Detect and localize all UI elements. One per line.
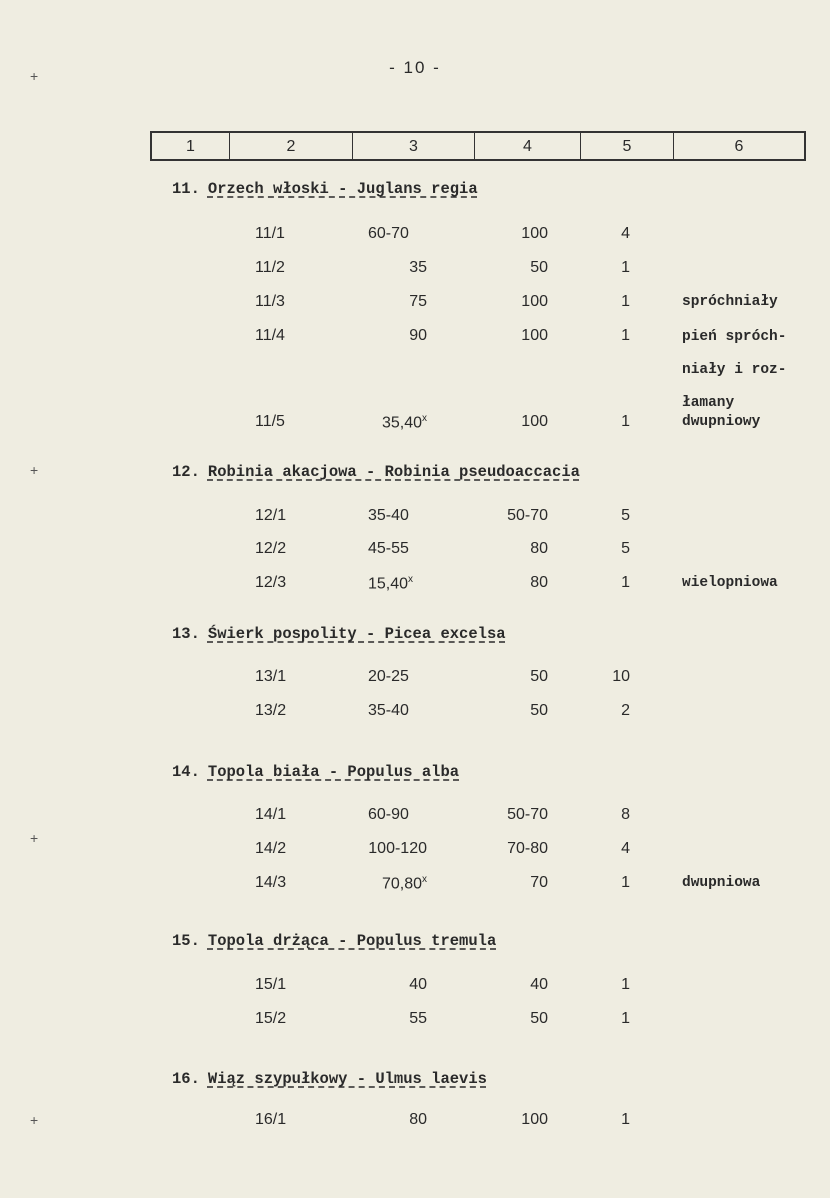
height: 100: [521, 1111, 548, 1128]
tree-id: 11/1: [255, 225, 285, 242]
tree-id: 12/1: [255, 507, 287, 524]
table-row: [0, 507, 830, 529]
section-number: 14.: [172, 763, 200, 781]
section-heading: [172, 463, 580, 481]
count: 1: [621, 1111, 630, 1128]
circumference-value: 40: [409, 976, 427, 993]
section-number: 12.: [172, 463, 200, 481]
count: 1: [621, 259, 630, 276]
section-title: Topola biała - Populus alba: [207, 763, 460, 781]
circumference: [368, 702, 409, 720]
count: 5: [621, 507, 630, 524]
tree-id: 15/2: [255, 1010, 287, 1027]
table-row: [0, 1111, 830, 1133]
table-row: [0, 806, 830, 828]
remarks: wielopniowa: [682, 575, 778, 591]
count: 2: [621, 702, 630, 719]
section-heading: [172, 625, 506, 643]
height: 100: [521, 225, 548, 242]
circumference-value: 70,80: [381, 875, 422, 893]
remarks: dwupniowy: [682, 414, 761, 430]
height: 70-80: [507, 840, 548, 857]
table-row: [0, 327, 830, 411]
column-header: 5: [581, 133, 674, 159]
margin-mark: +: [30, 830, 39, 846]
circumference-value: 55: [409, 1010, 427, 1027]
tree-id: 14/2: [255, 840, 287, 857]
circumference-value: 80: [409, 1111, 427, 1128]
circumference: [409, 259, 427, 277]
circumference-value: 60-70: [368, 225, 409, 242]
margin-mark: +: [30, 68, 39, 84]
circumference: [368, 574, 413, 593]
margin-mark: +: [30, 462, 39, 478]
height: 70: [530, 874, 548, 891]
circumference-value: 15,40: [368, 575, 409, 593]
remarks: dwupniowa: [682, 875, 761, 891]
circumference: [368, 507, 409, 525]
section-heading: [172, 763, 459, 781]
circumference-value: 35-40: [368, 507, 409, 524]
circumference-value: 75: [409, 293, 427, 310]
table-row: [0, 574, 830, 596]
height: 80: [530, 574, 548, 591]
height: 40: [530, 976, 548, 993]
section-number: 13.: [172, 625, 200, 643]
height: 50: [530, 259, 548, 276]
circumference: [368, 225, 409, 243]
column-header: 1: [152, 133, 230, 159]
column-header: 3: [353, 133, 475, 159]
count: 1: [621, 413, 630, 430]
section-title: Wiąz szypułkowy - Ulmus laevis: [207, 1070, 487, 1088]
height: 50: [530, 1010, 548, 1027]
circumference-value: 35: [409, 259, 427, 276]
section-number: 16.: [172, 1070, 200, 1088]
margin-mark: +: [30, 1112, 39, 1128]
tree-id: 11/3: [255, 293, 285, 310]
table-row: [0, 413, 830, 435]
section-number: 11.: [172, 180, 200, 198]
count: 1: [621, 574, 630, 591]
page-number: - 10 -: [389, 58, 441, 77]
section-heading: [172, 932, 496, 950]
tree-id: 15/1: [255, 976, 287, 993]
count: 1: [621, 874, 630, 891]
count: 1: [621, 327, 630, 344]
section-title: Topola drżąca - Populus tremula: [207, 932, 497, 950]
footnote-mark: x: [422, 874, 427, 885]
tree-id: 13/1: [255, 668, 287, 685]
circumference-value: 35,40: [381, 414, 422, 432]
table-row: [0, 976, 830, 998]
count: 4: [621, 225, 630, 242]
section-title: Robinia akacjowa - Robinia pseudoaccacia: [207, 463, 580, 481]
height: 50: [530, 702, 548, 719]
circumference-value: 20-25: [368, 668, 409, 685]
count: 10: [612, 668, 630, 685]
circumference: [368, 840, 427, 858]
section-title: Orzech włoski - Juglans regia: [207, 180, 478, 198]
circumference: [382, 413, 427, 432]
section-title: Świerk pospolity - Picea excelsa: [207, 625, 506, 643]
circumference: [409, 1111, 427, 1129]
table-row: [0, 702, 830, 724]
height: 100: [521, 327, 548, 344]
remarks: pień spróch- niały i roz- łamany: [682, 329, 787, 411]
remarks: spróchniały: [682, 294, 778, 310]
section-heading: [172, 1070, 487, 1088]
circumference-value: 60-90: [368, 806, 409, 823]
circumference-value: 35-40: [368, 702, 409, 719]
column-header: 6: [734, 138, 744, 155]
tree-id: 13/2: [255, 702, 287, 719]
count: 5: [621, 540, 630, 557]
table-row: [0, 540, 830, 562]
footnote-mark: x: [408, 574, 414, 585]
tree-id: 14/3: [255, 874, 287, 891]
table-row: [0, 225, 830, 247]
tree-id: 12/3: [255, 574, 287, 591]
column-header: 2: [230, 133, 353, 159]
count: 4: [621, 840, 630, 857]
height: 100: [521, 293, 548, 310]
count: 1: [621, 293, 630, 310]
circumference: [409, 976, 427, 994]
table-row: [0, 259, 830, 281]
tree-id: 12/2: [255, 540, 287, 557]
footnote-mark: x: [422, 413, 427, 424]
height: 50: [530, 668, 548, 685]
height: 50-70: [507, 806, 548, 823]
height: 100: [521, 413, 548, 430]
count: 1: [621, 1010, 630, 1027]
tree-id: 16/1: [255, 1111, 287, 1128]
section-heading: [172, 180, 478, 198]
table-row: [0, 293, 830, 315]
tree-id: 14/1: [255, 806, 287, 823]
tree-id: 11/2: [255, 259, 285, 276]
tree-id: 11/5: [255, 413, 285, 430]
circumference: [382, 874, 427, 893]
table-row: [0, 840, 830, 862]
circumference-value: 90: [409, 327, 427, 344]
height: 80: [530, 540, 548, 557]
circumference: [368, 540, 409, 558]
circumference: [409, 327, 427, 345]
circumference-value: 45-55: [368, 540, 409, 557]
table-row: [0, 874, 830, 896]
circumference: [368, 668, 409, 686]
column-header-table: [150, 131, 806, 161]
table-row: [0, 668, 830, 690]
circumference: [368, 806, 409, 824]
table-row: [0, 1010, 830, 1032]
column-header: 4: [475, 133, 581, 159]
tree-id: 11/4: [255, 327, 285, 344]
height: 50-70: [507, 507, 548, 524]
circumference: [409, 293, 427, 311]
count: 8: [621, 806, 630, 823]
circumference-value: 100-120: [368, 840, 427, 857]
count: 1: [621, 976, 630, 993]
circumference: [409, 1010, 427, 1028]
section-number: 15.: [172, 932, 200, 950]
